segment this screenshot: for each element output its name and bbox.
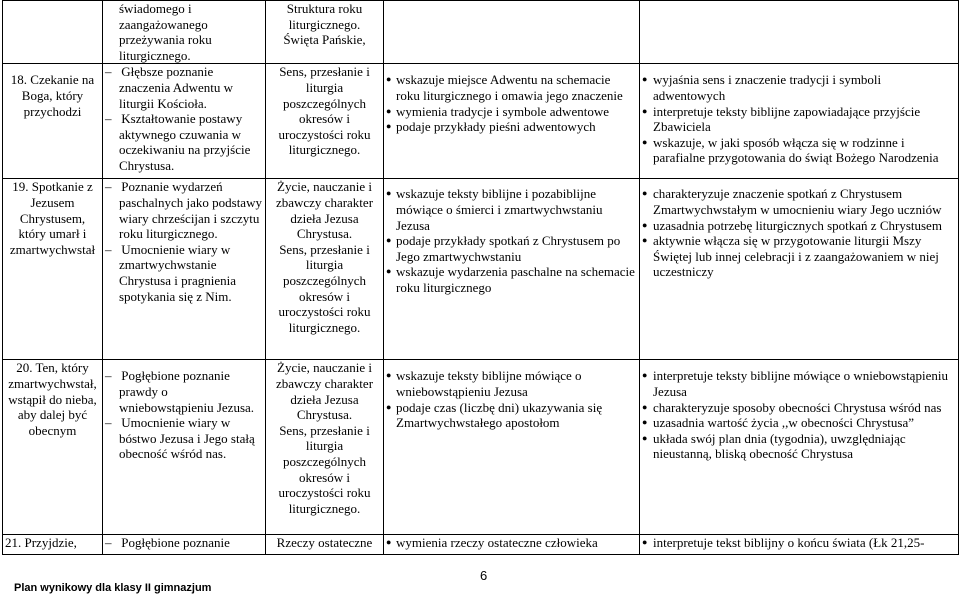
- footer-title: Plan wynikowy dla klasy II gimnazjum: [14, 582, 212, 594]
- extended-outcome-item: ● charakteryzuje znaczenie spotkań z Chrystusem Zmartwychwstałym w umocnieniu wiary Jego uczniów: [642, 186, 956, 217]
- topic-cell: [3, 64, 103, 179]
- requirement-text: Sens, przesłanie i liturgia poszczególnych okresów i uroczystości roku liturgicznego.: [278, 422, 371, 516]
- requirements-cell: [266, 535, 384, 555]
- goal-item: świadomego i zaangażowanego przeżywania roku liturgicznego.: [119, 1, 212, 63]
- requirements-cell: [266, 64, 384, 179]
- requirement-text: Struktura roku liturgicznego.: [286, 1, 363, 32]
- basic-outcomes-cell: [384, 535, 640, 555]
- basic-outcomes-cell: [384, 1, 640, 64]
- topic-cell: [3, 535, 103, 555]
- extended-outcome-item: ● wskazuje, w jaki sposób włącza się w rodzinne i parafialne przygotowania do świąt Bożego Narodzenia: [642, 135, 956, 166]
- requirement-text: Sens, przesłanie i liturgia poszczególnych okresów i uroczystości roku liturgicznego.: [278, 241, 371, 335]
- requirement-text: Sens, przesłanie i liturgia poszczególnych okresów i uroczystości roku liturgicznego.: [278, 64, 371, 158]
- extended-outcome-item: ● uzasadnia wartość życia ,,w obecności Chrystusa”: [642, 415, 956, 431]
- requirement-text: Życie, nauczanie i zbawczy charakter dzieła Jezusa Chrystusa.: [275, 179, 374, 242]
- requirements-cell: [266, 179, 384, 360]
- basic-outcomes-cell: [384, 64, 640, 179]
- basic-outcome-item: ● podaje czas (liczbę dni) ukazywania się Zmartwychwstałego apostołom: [386, 400, 637, 431]
- topic-cell: [3, 179, 103, 360]
- goal-item: – Umocnienie wiary w zmartwychwstanie Chrystusa i pragnienia spotykania się z Nim.: [105, 242, 263, 304]
- topic-title: 18. Czekanie na Boga, który przychodzi: [10, 72, 95, 119]
- goal-item: – Umocnienie wiary w bóstwo Jezusa i Jego stałą obecność wśród nas.: [105, 415, 263, 462]
- extended-outcome-item: ● interpretuje teksty biblijne zapowiadające przyjście Zbawiciela: [642, 104, 956, 135]
- basic-outcome-item: ● wskazuje teksty biblijne mówiące o wniebowstąpieniu Jezusa: [386, 368, 637, 399]
- goals-cell: [103, 360, 266, 535]
- extended-outcomes-cell: [640, 535, 959, 555]
- goal-item: – Kształtowanie postawy aktywnego czuwania w oczekiwaniu na przyjście Chrystusa.: [105, 111, 263, 173]
- basic-outcome-item: ● podaje przykłady pieśni adwentowych: [386, 119, 637, 135]
- goals-cell: [103, 535, 266, 555]
- basic-outcome-item: ● wskazuje wydarzenia paschalne na schemacie roku liturgicznego: [386, 264, 637, 295]
- basic-outcomes-cell: [384, 179, 640, 360]
- basic-outcome-item: ● wskazuje miejsce Adwentu na schemacie roku liturgicznego i omawia jego znaczenie: [386, 72, 637, 103]
- extended-outcomes-cell: [640, 360, 959, 535]
- goal-item: – Głębsze poznanie znaczenia Adwentu w liturgii Kościoła.: [105, 64, 263, 111]
- goal-item: – Pogłębione poznanie: [105, 535, 263, 551]
- table-row: [3, 1, 959, 64]
- table-row: [3, 64, 959, 179]
- topic-title: 20. Ten, który zmartwychwstał, wstąpił do nieba, aby dalej być obecnym: [8, 360, 97, 438]
- requirements-cell: [266, 360, 384, 535]
- basic-outcome-item: ● wymienia rzeczy ostateczne człowieka: [386, 535, 637, 551]
- basic-outcome-item: ● wskazuje teksty biblijne i pozabiblijne mówiące o śmierci i zmartwychwstaniu Jezusa: [386, 186, 637, 233]
- extended-outcomes-cell: [640, 64, 959, 179]
- extended-outcomes-cell: [640, 1, 959, 64]
- extended-outcome-item: ● charakteryzuje sposoby obecności Chrystusa wśród nas: [642, 400, 956, 416]
- table-row: [3, 535, 959, 555]
- goals-cell: [103, 1, 266, 64]
- requirement-text: Święta Pańskie,: [283, 32, 366, 48]
- extended-outcome-item: ● wyjaśnia sens i znaczenie tradycji i symboli adwentowych: [642, 72, 956, 103]
- requirements-cell: [266, 1, 384, 64]
- extended-outcome-item: ● aktywnie włącza się w przygotowanie liturgii Mszy Świętej lub innej celebracji i z zaangażowaniem w niej uczestniczy: [642, 233, 956, 280]
- requirement-text: Życie, nauczanie i zbawczy charakter dzieła Jezusa Chrystusa.: [275, 360, 374, 423]
- table-row: [3, 360, 959, 535]
- topic-title: 21. Przyjdzie,: [5, 535, 77, 551]
- basic-outcome-item: ● wymienia tradycje i symbole adwentowe: [386, 104, 637, 120]
- goals-cell: [103, 179, 266, 360]
- extended-outcomes-cell: [640, 179, 959, 360]
- basic-outcomes-cell: [384, 360, 640, 535]
- topic-cell: [3, 360, 103, 535]
- extended-outcome-item: ● układa swój plan dnia (tygodnia), uwzględniając nieustanną, bliską obecność Chrystusa: [642, 431, 956, 462]
- goal-item: – Pogłębione poznanie prawdy o wniebowstąpieniu Jezusa.: [105, 368, 263, 415]
- extended-outcome-item: ● interpretuje tekst biblijny o końcu świata (Łk 21,25-: [642, 535, 956, 551]
- topic-cell: [3, 1, 103, 64]
- page-number: 6: [480, 568, 488, 583]
- plan-table: [2, 0, 959, 555]
- extended-outcome-item: ● uzasadnia potrzebę liturgicznych spotkań z Chrystusem: [642, 218, 956, 234]
- table-row: [3, 179, 959, 360]
- basic-outcome-item: ● podaje przykłady spotkań z Chrystusem po Jego zmartwychwstaniu: [386, 233, 637, 264]
- requirement-text: Rzeczy ostateczne: [276, 535, 373, 551]
- topic-title: 19. Spotkanie z Jezusem Chrystusem, który umarł i zmartwychwstał: [9, 179, 96, 257]
- goal-item: – Poznanie wydarzeń paschalnych jako podstawy wiary chrześcijan i szczytu roku liturgicznego.: [105, 179, 263, 241]
- goals-cell: [103, 64, 266, 179]
- extended-outcome-item: ● interpretuje teksty biblijne mówiące o wniebowstąpieniu Jezusa: [642, 368, 956, 399]
